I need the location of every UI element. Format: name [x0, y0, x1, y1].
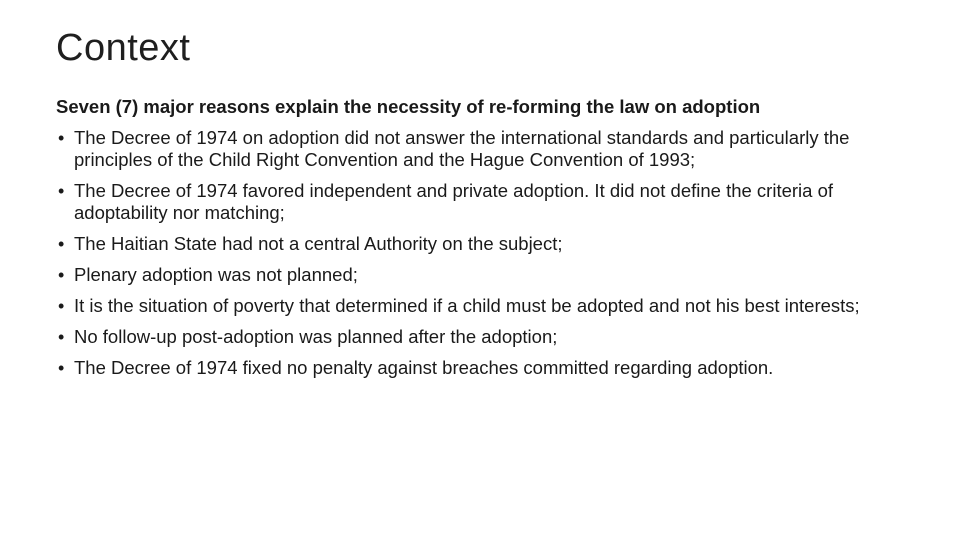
list-item-text: The Haitian State had not a central Authority on the subject; — [74, 233, 563, 254]
list-item — [56, 326, 886, 348]
bullet-icon: • — [58, 327, 65, 347]
bullet-icon: • — [58, 181, 65, 201]
slide-title: Context — [56, 27, 191, 69]
bullet-icon: • — [58, 234, 65, 254]
list-item-text: The Decree of 1974 on adoption did not answer the international standards and particularly the principles of the Child Right Convention and the Hague Convention of 1993; — [74, 127, 850, 170]
slide-content — [56, 96, 886, 379]
list-item-text: No follow-up post-adoption was planned after the adoption; — [74, 326, 558, 347]
list-item-text: The Decree of 1974 fixed no penalty against breaches committed regarding adoption. — [74, 357, 774, 378]
list-item — [56, 264, 886, 286]
list-item — [56, 233, 886, 255]
bullet-icon: • — [58, 296, 65, 316]
reasons-list — [56, 127, 886, 379]
bullet-icon: • — [58, 265, 65, 285]
bullet-icon: • — [58, 128, 65, 148]
list-item — [56, 295, 886, 317]
list-item — [56, 357, 886, 379]
list-item-text: The Decree of 1974 favored independent and private adoption. It did not define the criteria of adoptability nor matching; — [74, 180, 834, 223]
list-item-text: Plenary adoption was not planned; — [74, 264, 358, 285]
list-item-text: It is the situation of poverty that determined if a child must be adopted and not his best interests; — [74, 295, 860, 316]
list-item — [56, 127, 886, 171]
intro-text: Seven (7) major reasons explain the necessity of re-forming the law on adoption — [56, 96, 761, 117]
bullet-icon: • — [58, 358, 65, 378]
list-item — [56, 180, 886, 224]
